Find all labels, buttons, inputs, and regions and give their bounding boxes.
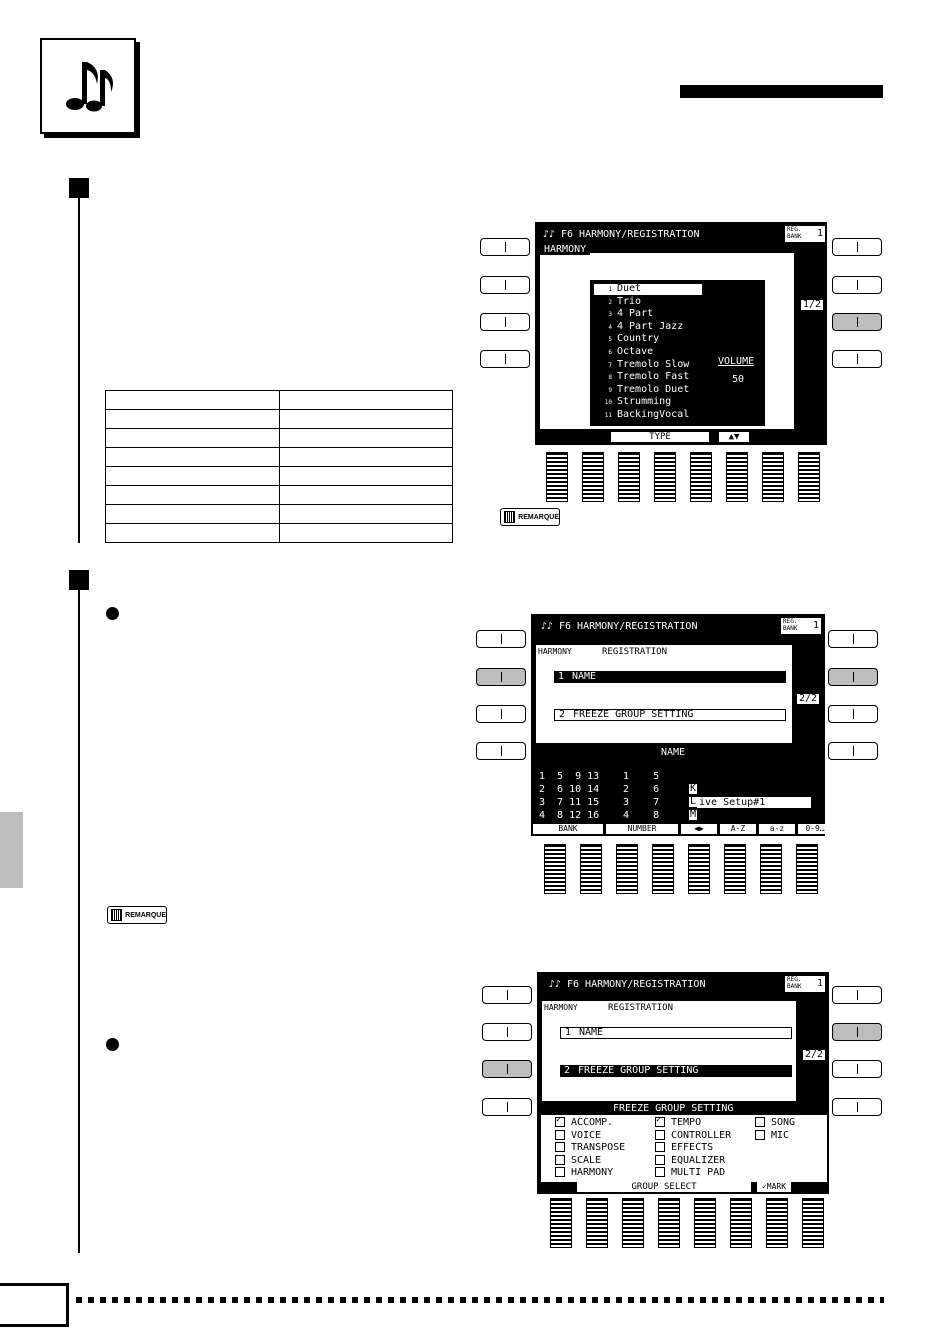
remarque-note: REMARQUE xyxy=(107,906,167,924)
footer-button[interactable]: A-Z xyxy=(720,824,756,834)
side-button-left-4[interactable] xyxy=(480,350,530,368)
slider-6[interactable] xyxy=(724,844,746,894)
registration-panel xyxy=(541,1000,797,1102)
name-item[interactable]: 1 NAME xyxy=(560,1027,792,1039)
panel-1 xyxy=(480,222,885,507)
slider-2[interactable] xyxy=(586,1198,608,1248)
side-button-left-4[interactable] xyxy=(482,1098,532,1116)
harmony-type-item[interactable]: 10 Strumming xyxy=(604,396,672,408)
freeze-group-item[interactable]: 2 FREEZE GROUP SETTING xyxy=(560,1065,792,1077)
page-indicator: 2/2 xyxy=(805,1049,824,1060)
freeze-checkbox-item[interactable]: VOICE xyxy=(555,1130,601,1141)
section-marker xyxy=(69,570,89,590)
freeze-checkbox-item[interactable]: EQUALIZER xyxy=(655,1155,725,1166)
freeze-checkbox-item[interactable]: ✓ACCOMP. xyxy=(555,1117,613,1128)
freeze-checkbox-item[interactable]: HARMONY xyxy=(555,1167,613,1178)
type-button[interactable]: TYPE xyxy=(611,432,709,442)
harmony-note-icon: ♪♪ xyxy=(541,621,554,632)
screen-title: F6 HARMONY/REGISTRATION xyxy=(561,229,700,240)
checked-box-icon[interactable] xyxy=(655,1117,665,1127)
footer-button[interactable]: BANK xyxy=(533,824,603,834)
header-rule xyxy=(680,85,883,98)
remarque-note: REMARQUE xyxy=(500,508,560,526)
side-button-left-1[interactable] xyxy=(482,986,532,1004)
lcd-screen-3 xyxy=(537,972,829,1194)
slider-8[interactable] xyxy=(798,452,820,502)
harmony-chapter-icon xyxy=(40,38,136,134)
section-title: FREEZE GROUP SETTING xyxy=(613,1103,734,1114)
side-button-left-3[interactable] xyxy=(482,1060,532,1078)
slider-2[interactable] xyxy=(580,844,602,894)
freeze-checkbox-item[interactable]: SCALE xyxy=(555,1155,601,1166)
freeze-checkbox-item[interactable]: SONG xyxy=(755,1117,795,1128)
slider-5[interactable] xyxy=(688,844,710,894)
section-line xyxy=(78,198,80,543)
reg-bank-indicator: REG. BANK 1 xyxy=(787,226,824,240)
side-button-right-1[interactable] xyxy=(828,630,878,648)
slider-2[interactable] xyxy=(582,452,604,502)
side-button-right-2[interactable] xyxy=(832,276,882,294)
slider-5[interactable] xyxy=(694,1198,716,1248)
slider-7[interactable] xyxy=(762,452,784,502)
slider-8[interactable] xyxy=(802,1198,824,1248)
checkbox-icon[interactable] xyxy=(655,1167,665,1177)
checkbox-icon[interactable] xyxy=(555,1142,565,1152)
group-select-button[interactable]: GROUP SELECT xyxy=(577,1182,751,1192)
tab-registration[interactable]: REGISTRATION xyxy=(608,1003,674,1013)
page-indicator: 1/2 xyxy=(803,299,822,310)
slider-4[interactable] xyxy=(654,452,676,502)
name-item[interactable]: 1 NAME xyxy=(554,671,786,683)
checkbox-icon[interactable] xyxy=(555,1167,565,1177)
footer-dotted-rule xyxy=(76,1297,884,1303)
harmony-note-icon xyxy=(42,40,134,132)
harmony-type-item[interactable]: 6 Octave xyxy=(608,346,654,357)
mark-button[interactable]: ✓MARK xyxy=(757,1182,791,1192)
reg-bank-indicator: REG. BANK 1 xyxy=(787,976,824,990)
section-marker xyxy=(69,178,89,198)
freeze-checkbox-item[interactable]: ✓TEMPO xyxy=(655,1117,701,1128)
harmony-table xyxy=(105,390,453,543)
freeze-checkbox-item[interactable]: CONTROLLER xyxy=(655,1130,731,1141)
harmony-type-item[interactable]: 5 Country xyxy=(608,333,660,345)
slider-4[interactable] xyxy=(658,1198,680,1248)
slider-8[interactable] xyxy=(796,844,818,894)
checkbox-icon[interactable] xyxy=(555,1130,565,1140)
side-button-right-4[interactable] xyxy=(832,350,882,368)
volume-label: VOLUME xyxy=(718,356,755,367)
slider-7[interactable] xyxy=(760,844,782,894)
grid-row: 3 7 xyxy=(623,797,660,808)
footer-button[interactable]: NUMBER xyxy=(606,824,678,834)
freeze-group-item[interactable]: 2 FREEZE GROUP SETTING xyxy=(554,709,786,721)
chapter-side-tab xyxy=(0,812,23,888)
side-button-right-3[interactable] xyxy=(832,313,882,331)
harmony-type-list xyxy=(590,280,765,426)
harmony-type-item[interactable]: 9 Tremolo Duet xyxy=(608,383,690,395)
grid-row: 2 6 10 14 xyxy=(539,784,600,795)
page-indicator: 2/2 xyxy=(799,693,818,704)
tab-harmony[interactable]: HARMONY xyxy=(544,1003,578,1012)
side-button-right-3[interactable] xyxy=(832,1060,882,1078)
slider-3[interactable] xyxy=(622,1198,644,1248)
grid-row: 1 5 9 13 xyxy=(539,771,600,782)
slider-5[interactable] xyxy=(690,452,712,502)
harmony-type-item[interactable]: 8 Tremolo Fast xyxy=(608,371,690,383)
slider-6[interactable] xyxy=(726,452,748,502)
slider-3[interactable] xyxy=(618,452,640,502)
bullet xyxy=(106,607,119,620)
slider-3[interactable] xyxy=(616,844,638,894)
bullet xyxy=(106,1038,119,1051)
side-button-left-2[interactable] xyxy=(476,668,526,686)
tab-harmony[interactable]: HARMONY xyxy=(540,245,590,255)
side-button-right-4[interactable] xyxy=(832,1098,882,1116)
grid-row: 2 6 xyxy=(623,784,660,795)
registration-panel xyxy=(535,644,793,744)
tab-registration[interactable]: REGISTRATION xyxy=(604,245,662,254)
letter-key[interactable]: L xyxy=(690,796,697,807)
name-footer xyxy=(531,824,825,835)
side-button-right-2[interactable] xyxy=(828,668,878,686)
harmony-note-icon: ♪♪ xyxy=(543,229,556,240)
side-button-right-3[interactable] xyxy=(828,705,878,723)
harmony-type-item[interactable]: 3 4 Part xyxy=(608,308,654,320)
side-button-left-1[interactable] xyxy=(476,630,526,648)
footer-button[interactable]: 0-9… xyxy=(798,824,832,834)
up-down-button[interactable]: ▲▼ xyxy=(719,432,749,442)
reg-bank-indicator: REG. BANK 1 xyxy=(783,618,820,632)
freeze-checkbox-item[interactable]: EFFECTS xyxy=(655,1142,713,1153)
lcd-screen-2 xyxy=(531,614,825,836)
panel-3 xyxy=(482,972,887,1254)
side-button-right-4[interactable] xyxy=(828,742,878,760)
checkbox-icon[interactable] xyxy=(655,1130,665,1140)
harmony-type-item[interactable]: 11 BackingVocal xyxy=(604,409,690,420)
side-button-left-1[interactable] xyxy=(480,238,530,256)
remarque-icon xyxy=(111,909,122,921)
freeze-group-panel xyxy=(541,1115,827,1182)
slider-6[interactable] xyxy=(730,1198,752,1248)
lcd-screen-1 xyxy=(535,222,827,445)
harmony-type-item[interactable]: 1 Duet xyxy=(594,284,702,295)
volume-value: 50 xyxy=(732,374,745,385)
section-title: NAME xyxy=(661,747,686,758)
side-button-right-1[interactable] xyxy=(832,238,882,256)
checkbox-icon[interactable] xyxy=(755,1117,765,1127)
slider-1[interactable] xyxy=(546,452,568,502)
grid-row: 1 5 xyxy=(623,771,660,782)
checkbox-icon[interactable] xyxy=(655,1155,665,1165)
grid-row: 4 8 12 16 xyxy=(539,810,600,821)
side-button-left-2[interactable] xyxy=(482,1023,532,1041)
letter-key[interactable]: M xyxy=(690,809,697,820)
harmony-panel xyxy=(539,244,795,430)
harmony-type-item[interactable]: 4 4 Part Jazz xyxy=(608,320,684,332)
remarque-icon xyxy=(504,511,515,523)
panel-2 xyxy=(476,614,881,894)
page-number-box xyxy=(0,1283,69,1327)
checkbox-icon[interactable] xyxy=(555,1155,565,1165)
freeze-checkbox-item[interactable]: MIC xyxy=(755,1130,789,1141)
section-line xyxy=(78,590,80,1253)
side-button-left-3[interactable] xyxy=(480,313,530,331)
grid-row: 3 7 11 15 xyxy=(539,797,600,808)
slider-4[interactable] xyxy=(652,844,674,894)
letter-key[interactable]: K xyxy=(690,783,697,794)
checkbox-icon[interactable] xyxy=(655,1142,665,1152)
harmony-note-icon: ♪♪ xyxy=(549,979,562,990)
side-button-right-1[interactable] xyxy=(832,986,882,1004)
footer-button[interactable]: a-z xyxy=(759,824,795,834)
side-button-left-4[interactable] xyxy=(476,742,526,760)
screen-title: F6 HARMONY/REGISTRATION xyxy=(559,621,698,632)
tab-registration[interactable]: REGISTRATION xyxy=(602,647,668,657)
freeze-checkbox-item[interactable]: MULTI PAD xyxy=(655,1167,725,1178)
side-button-right-2[interactable] xyxy=(832,1023,882,1041)
checked-box-icon[interactable] xyxy=(555,1117,565,1127)
slider-1[interactable] xyxy=(544,844,566,894)
side-button-left-2[interactable] xyxy=(480,276,530,294)
slider-1[interactable] xyxy=(550,1198,572,1248)
freeze-checkbox-item[interactable]: TRANSPOSE xyxy=(555,1142,625,1153)
name-field[interactable]: ive Setup#1 xyxy=(697,797,811,808)
side-button-left-3[interactable] xyxy=(476,705,526,723)
slider-7[interactable] xyxy=(766,1198,788,1248)
checkbox-icon[interactable] xyxy=(755,1130,765,1140)
screen-title: F6 HARMONY/REGISTRATION xyxy=(567,979,706,990)
tab-harmony[interactable]: HARMONY xyxy=(538,647,572,656)
harmony-type-item[interactable]: 7 Tremolo Slow xyxy=(608,358,690,370)
grid-row: 4 8 xyxy=(623,810,660,821)
footer-button[interactable]: ◀▶ xyxy=(681,824,717,834)
harmony-type-item[interactable]: 2 Trio xyxy=(608,295,642,307)
